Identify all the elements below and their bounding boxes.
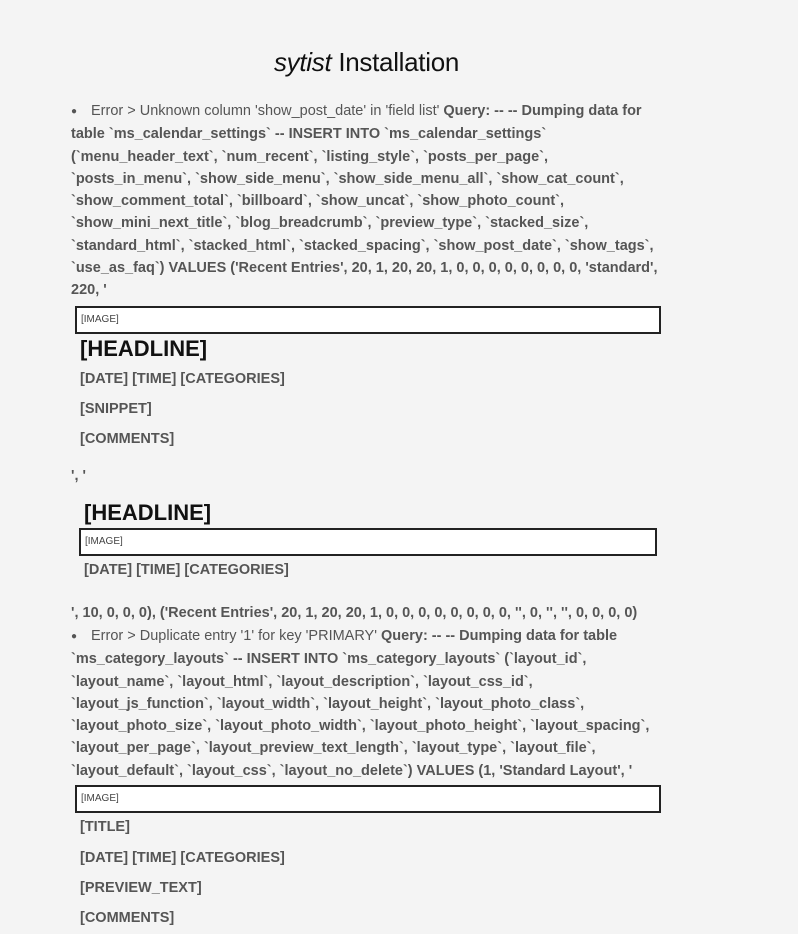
error-query: Query: -- -- Dumping data for table `ms_calendar_settings` -- INSERT INTO `ms_calendar_settings` (`menu_header_text`, `num_recent`, `listing_style`, `posts_per_page`, `posts_in_menu`, `show_side_menu`, `show_side_menu_all`, `show_cat_count`, `show_comment_total`, `billboard`, `show_uncat`, `show_photo_count`, `show_mini_next_title`, `blog_breadcrumb`, `preview_type`, `stacked_size`, `standard_html`, `stacked_html`, `stacked_spacing`, `show_post_date`, `show_tags`, `use_as_faq`) VALUES ('Recent Entries', 20, 1, 20, 20, 1, 0, 0, 0, 0, 0, 0, 0, 0, 'standard', 220, ' bbox=[71, 103, 658, 299]
brand-name: sytist bbox=[273, 47, 332, 77]
meta-placeholder: [DATE] [TIME] [CATEGORIES] bbox=[84, 562, 289, 578]
image-placeholder: [IMAGE] bbox=[75, 306, 661, 334]
page-title bbox=[0, 47, 733, 78]
query-separator: ', ' bbox=[71, 468, 86, 484]
error-message: Error > Duplicate entry '1' for key 'PRIMARY' bbox=[91, 628, 382, 644]
headline-placeholder: [HEADLINE] bbox=[80, 336, 208, 361]
snippet-placeholder: [SNIPPET] bbox=[80, 401, 152, 417]
error-item-2 bbox=[71, 625, 671, 782]
preview-placeholder: [PREVIEW_TEXT] bbox=[80, 880, 202, 896]
error-message: Error > Unknown column 'show_post_date' in 'field list' bbox=[91, 103, 444, 119]
meta-placeholder: [DATE] [TIME] [CATEGORIES] bbox=[80, 371, 285, 387]
query-tail: ', 10, 0, 0, 0), ('Recent Entries', 20, 1, 20, 20, 1, 0, 0, 0, 0, 0, 0, 0, 0, '', 0, '', '', 0, 0, 0, 0) bbox=[71, 605, 638, 621]
headline-placeholder: [HEADLINE] bbox=[84, 500, 212, 525]
title-text: Installation bbox=[331, 47, 460, 77]
comments-placeholder: [COMMENTS] bbox=[80, 910, 175, 926]
error-item-1 bbox=[71, 100, 671, 302]
image-placeholder: [IMAGE] bbox=[79, 528, 657, 556]
meta-placeholder: [DATE] [TIME] [CATEGORIES] bbox=[80, 850, 285, 866]
title-placeholder: [TITLE] bbox=[80, 819, 130, 835]
comments-placeholder: [COMMENTS] bbox=[80, 431, 175, 447]
image-placeholder: [IMAGE] bbox=[75, 785, 661, 813]
error-query: Query: -- -- Dumping data for table `ms_category_layouts` -- INSERT INTO `ms_category_layouts` (`layout_id`, `layout_name`, `layout_html`, `layout_description`, `layout_css_id`, `layout_js_function`, `layout_width`, `layout_height`, `layout_photo_class`, `layout_photo_size`, `layout_photo_width`, `layout_photo_height`, `layout_spacing`, `layout_per_page`, `layout_preview_text_length`, `layout_type`, `layout_file`, `layout_default`, `layout_css`, `layout_no_delete`) VALUES (1, 'Standard Layout', ' bbox=[71, 628, 650, 779]
bullet-icon: ● bbox=[71, 106, 78, 117]
bullet-icon: ● bbox=[71, 631, 78, 642]
